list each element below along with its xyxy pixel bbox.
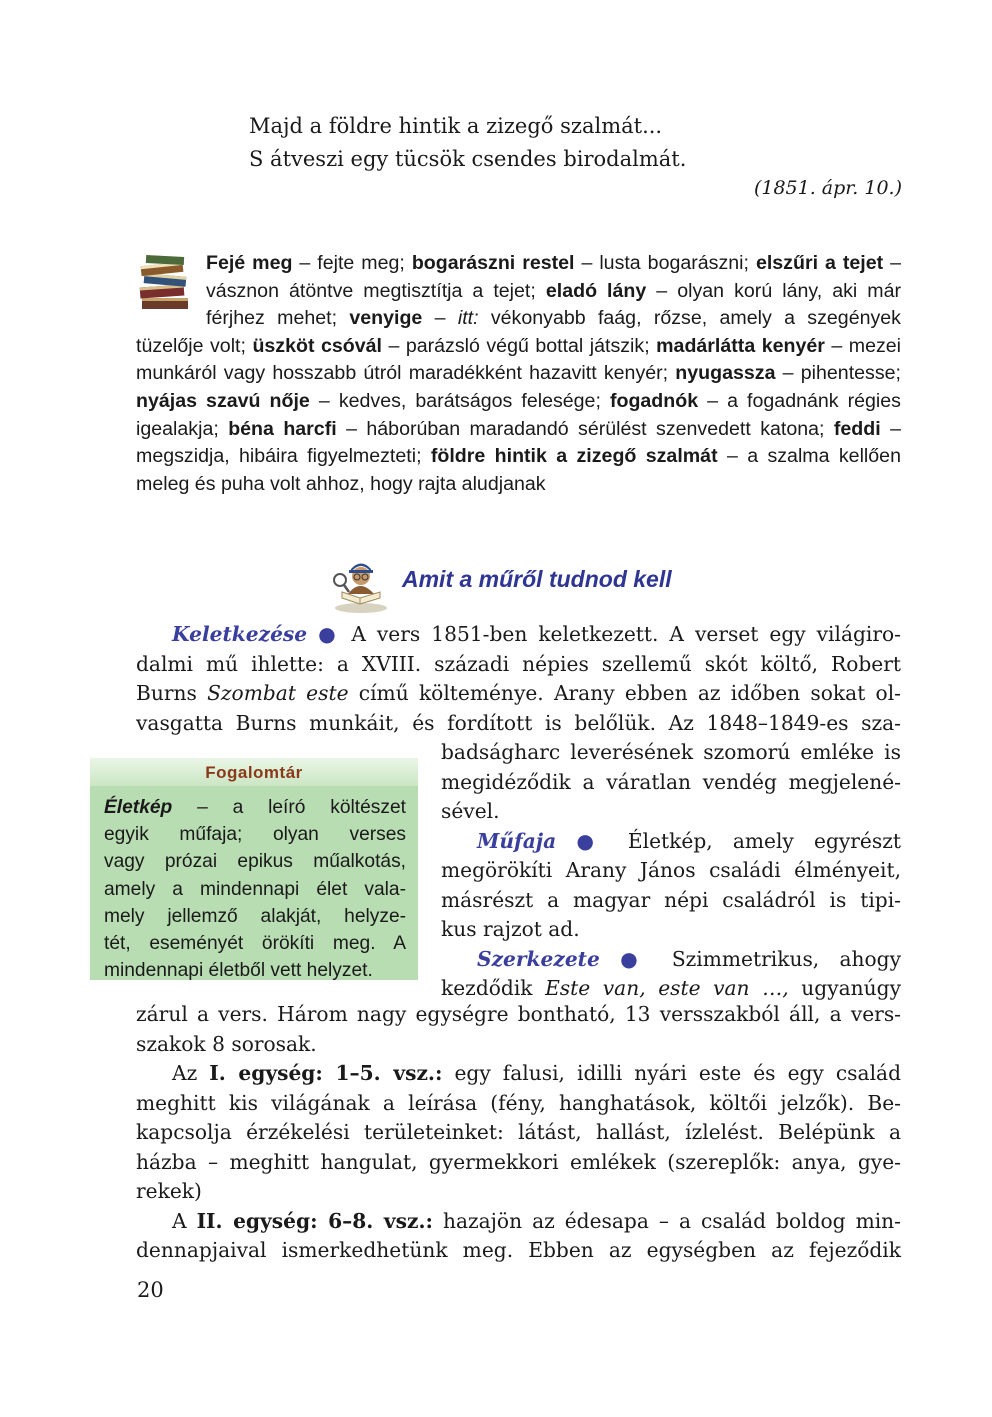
text-line: kapcsolja érzékelési területeinket: látást, hallást, ízlelést. Belépünk a: [136, 1120, 901, 1144]
glossary-term: fogadnók: [609, 389, 699, 412]
text-line: amely a mindennapi élet vala-: [104, 878, 406, 900]
reader-icon: [330, 558, 392, 614]
text-line: vasgatta Burns munkáit, és fordított is belőlük. Az 1848–1849-es sza-: [136, 710, 901, 735]
glossary-box-body: [90, 786, 418, 984]
text-run: Életkép, amely egyrészt: [607, 828, 901, 853]
text-run: A: [172, 1208, 197, 1233]
glossary-definition: vékonyabb faág, rőzse, amely a szegények tüzelője volt;: [136, 307, 901, 357]
text-line: másrészt a magyar népi családról is tipi-: [441, 887, 901, 912]
unit-label: I. egység: 1–5. vsz.:: [209, 1061, 443, 1085]
origin-paragraph: [136, 620, 901, 738]
text-run: A vers 1851-ben keletkezett. A verset egy világiro-: [340, 622, 902, 646]
text-line: mindennapi életből vett helyzet.: [104, 960, 373, 982]
section-title: Amit a műről tudnod kell: [402, 566, 672, 592]
text-line: [441, 945, 901, 975]
glossary-definition: – mezei munkáról vagy hosszabb útról maradékként hazavitt kenyér;: [136, 334, 902, 385]
text-run: hazajön az édesapa – a család boldog min-: [432, 1208, 901, 1233]
glossary-term: bogarászni restel: [411, 252, 575, 274]
bullet-icon: ●: [318, 622, 341, 646]
glossary-box: [90, 758, 418, 980]
text-run: – a leíró költészet: [172, 797, 406, 818]
bullet-icon: ●: [620, 946, 652, 971]
text-line: kus rajzot ad.: [441, 917, 580, 941]
glossary-term: üszköt csóvál: [252, 334, 382, 357]
work-title: Szombat este: [207, 681, 349, 705]
quote: Este van, este van …,: [545, 976, 789, 1000]
text-line: sével.: [441, 799, 500, 823]
poem-date: (1851. ápr. 10.): [753, 177, 902, 199]
text-line: [136, 1059, 901, 1089]
glossary-term: földre hintik a zizegő szalmát: [430, 445, 718, 468]
structure-paragraph: [136, 1000, 901, 1266]
text-line: házba – meghitt hangulat, gyermekkori emlékek (szereplők: anya, gye-: [136, 1149, 901, 1174]
glossary-definition: – pihentesse;: [775, 362, 901, 385]
text-line: [136, 1207, 901, 1237]
text-line: badságharc leverésének szomorú emléke is: [441, 740, 901, 764]
glossary-term: nyájas szavú nője: [136, 389, 310, 412]
glossary-definition: – a szalma kellően meleg és puha volt ahhoz, hogy rajta aludjanak: [136, 445, 901, 495]
term-szerkezete: Szerkezete: [477, 946, 600, 971]
text-line: meghitt kis világának a leírása (fény, hanghatások, költői jelzők). Be-: [136, 1090, 901, 1115]
glossary-term: Fejé meg: [206, 252, 293, 274]
glossary-term: feddi: [833, 417, 881, 440]
books-icon: [136, 254, 194, 316]
glossary-term: venyige: [349, 307, 423, 330]
glossary-note: itt:: [457, 307, 479, 330]
text-line: megörökíti Arany János családi élményeit,: [441, 858, 901, 882]
glossary-definition: – kedves, barátságos felesége;: [309, 389, 610, 412]
text-run: ugyanúgy: [788, 976, 901, 1000]
glossary-definition: – fejte meg;: [292, 252, 412, 274]
text-run: Az: [172, 1061, 210, 1085]
glossary-definition: – háborúban maradandó sérülést szenvedett katona;: [336, 417, 834, 440]
term-mufaja: Műfaja: [477, 828, 557, 853]
text-line: dennapjaival ismerkedhetünk meg. Ebben az egységben az fejeződik: [136, 1238, 901, 1262]
poem-line: S átveszi egy tücsök csendes birodalmát.: [249, 147, 687, 171]
text-line: [136, 620, 901, 650]
glossary-term: eladó lány: [545, 279, 647, 302]
text-line: [441, 827, 901, 857]
text-run: Burns: [136, 681, 208, 705]
text-run: című költeménye. Arany ebben az időben sokat ol-: [348, 681, 901, 705]
text-line: tét, eseményét örökíti meg. A: [104, 933, 406, 955]
text-line: rekek): [136, 1179, 202, 1203]
text-line: egyik műfaja; olyan verses: [104, 824, 406, 846]
glossary: [136, 250, 901, 498]
glossary-definition: – megszidja, hibáira figyelmezteti;: [136, 417, 901, 468]
glossary-definition: –: [422, 307, 458, 330]
glossary-term: madárlátta kenyér: [656, 334, 825, 357]
text-line: [104, 794, 406, 821]
text-run: egy falusi, idilli nyári este és egy család: [442, 1061, 901, 1085]
glossary-definition: – parázsló végű bottal játszik;: [381, 334, 657, 357]
glossary-definition: – vásznon átöntve megtisztítja a tejet;: [206, 252, 901, 302]
glossary-box-term: Életkép: [104, 797, 173, 818]
bullet-icon: ●: [576, 828, 608, 853]
glossary-term: nyugassza: [675, 362, 776, 385]
glossary-definition: – a fogadnánk régies igealakja;: [136, 389, 901, 440]
text-run: kezdődik: [441, 976, 546, 1000]
glossary-term: béna harcfi: [228, 417, 337, 440]
text-line: mely jellemző alakját, helyze-: [104, 905, 406, 927]
glossary-term: elszűri a tejet: [755, 252, 884, 274]
text-run: Szimmetrikus, ahogy: [651, 946, 901, 971]
text-line: dalmi mű ihlette: a XVIII. századi népies szellemű skót költő, Robert: [136, 651, 901, 676]
text-line: zárul a vers. Három nagy egységre bontható, 13 versszakból áll, a vers-: [136, 1002, 901, 1026]
text-line: szakok 8 sorosak.: [136, 1031, 317, 1056]
unit-label: II. egység: 6–8. vsz.:: [196, 1208, 433, 1233]
glossary-definition: – olyan korú lány, aki már férjhez mehet;: [206, 279, 902, 330]
text-line: vagy prózai epikus műalkotás,: [104, 851, 406, 873]
poem-excerpt: [249, 110, 686, 176]
glossary-box-title: Fogalomtár: [90, 758, 418, 786]
page-number: 20: [137, 1278, 164, 1302]
text-line: [136, 679, 901, 709]
term-keletkezese: Keletkezése: [172, 622, 308, 646]
genre-structure-column: [441, 738, 901, 1004]
poem-line: Majd a földre hintik a zizegő szalmát...: [249, 114, 663, 138]
text-line: megidéződik a váratlan vendég megjelené-: [441, 769, 901, 794]
glossary-definition: – lusta bogarászni;: [574, 252, 756, 274]
